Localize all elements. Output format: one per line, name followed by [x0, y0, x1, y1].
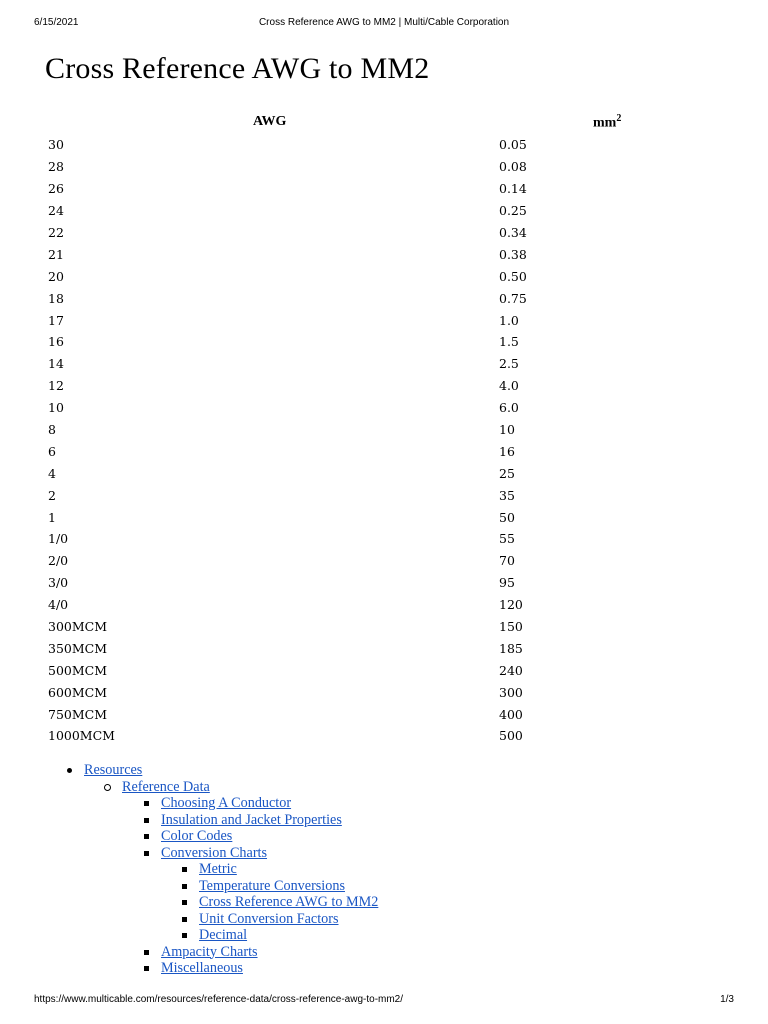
table-row — [48, 484, 608, 506]
nav-item-metric — [180, 861, 378, 878]
table-row — [48, 725, 608, 747]
mm2-cell: 4.0 — [499, 378, 519, 394]
nav-link-choosing-conductor[interactable]: Choosing A Conductor — [161, 795, 292, 811]
table-row — [48, 287, 608, 309]
print-page-title: Cross Reference AWG to MM2 | Multi/Cable Corporation — [258, 17, 510, 28]
table-row — [48, 156, 608, 178]
square-bullet-icon — [182, 900, 187, 905]
square-bullet-icon — [144, 966, 149, 971]
mm2-cell: 0.25 — [499, 203, 527, 219]
square-bullet-icon — [144, 801, 149, 806]
mm2-cell: 10 — [499, 422, 515, 438]
awg-cell: 3/0 — [48, 575, 69, 591]
print-url: https://www.multicable.com/resources/reference-data/cross-reference-awg-to-mm2/ — [34, 994, 404, 1005]
awg-cell: 21 — [48, 246, 64, 262]
mm2-cell: 25 — [499, 465, 515, 481]
print-header — [34, 17, 734, 28]
awg-cell: 4/0 — [48, 597, 69, 613]
table-body — [48, 134, 608, 747]
print-date: 6/15/2021 — [34, 17, 79, 28]
nav-list-level1 — [65, 762, 378, 977]
mm2-cell: 95 — [499, 575, 515, 591]
mm2-cell: 55 — [499, 531, 515, 547]
mm2-cell: 0.75 — [499, 290, 527, 306]
table-row — [48, 572, 608, 594]
nav-link-conversion-charts[interactable]: Conversion Charts — [161, 844, 268, 861]
square-bullet-icon — [144, 818, 149, 823]
awg-cell: 300MCM — [48, 619, 108, 635]
awg-cell: 26 — [48, 181, 64, 197]
nav-item-temperature — [180, 878, 378, 895]
awg-cell: 18 — [48, 290, 64, 306]
nav-item-reference-data — [103, 779, 378, 977]
print-page-number: 1/3 — [720, 994, 734, 1005]
table-row — [48, 703, 608, 725]
mm2-cell: 0.05 — [499, 137, 527, 153]
table-row — [48, 637, 608, 659]
awg-cell: 24 — [48, 203, 64, 219]
awg-cell: 6 — [48, 443, 56, 459]
square-bullet-icon — [182, 917, 187, 922]
nav-link-miscellaneous[interactable]: Miscellaneous — [161, 960, 243, 976]
mm2-cell: 70 — [499, 553, 515, 569]
square-bullet-icon — [144, 834, 149, 839]
awg-cell: 30 — [48, 137, 64, 153]
table-row — [48, 353, 608, 375]
awg-cell: 2/0 — [48, 553, 69, 569]
column-header-awg: AWG — [253, 114, 287, 129]
awg-mm2-table — [48, 134, 608, 747]
table-row — [48, 397, 608, 419]
awg-cell: 17 — [48, 312, 64, 328]
column-header-mm-text: mm — [593, 115, 617, 131]
nav-item-unit-conversion — [180, 911, 378, 928]
mm2-cell: 2.5 — [499, 356, 519, 372]
table-row — [48, 375, 608, 397]
table-row — [48, 528, 608, 550]
mm2-cell: 500 — [499, 728, 523, 744]
awg-cell: 350MCM — [48, 640, 108, 656]
nav-link-color-codes[interactable]: Color Codes — [161, 828, 233, 844]
mm2-cell: 0.08 — [499, 159, 527, 175]
page-title: Cross Reference AWG to MM2 — [45, 52, 430, 85]
nav-item-color-codes — [142, 828, 378, 845]
nav-list-level2 — [103, 779, 378, 977]
awg-cell: 1 — [48, 509, 56, 525]
nav-link-insulation[interactable]: Insulation and Jacket Properties — [161, 811, 342, 828]
nav-item-cross-reference — [180, 894, 378, 911]
mm2-cell: 16 — [499, 443, 515, 459]
mm2-cell: 35 — [499, 487, 515, 503]
resources-nav — [65, 762, 378, 977]
mm2-cell: 150 — [499, 619, 523, 635]
mm2-cell: 0.38 — [499, 246, 527, 262]
awg-cell: 1/0 — [48, 531, 69, 547]
awg-cell: 20 — [48, 268, 64, 284]
mm2-cell: 400 — [499, 706, 523, 722]
table-row — [48, 178, 608, 200]
awg-cell: 2 — [48, 487, 56, 503]
awg-cell: 28 — [48, 159, 64, 175]
table-row — [48, 440, 608, 462]
table-row — [48, 419, 608, 441]
awg-cell: 600MCM — [48, 684, 108, 700]
table-row — [48, 134, 608, 156]
table-row — [48, 659, 608, 681]
table-row — [48, 550, 608, 572]
table-row — [48, 309, 608, 331]
nav-link-resources[interactable]: Resources — [84, 762, 143, 778]
nav-item-resources — [65, 762, 378, 977]
awg-cell: 22 — [48, 225, 64, 240]
awg-cell: 1000MCM — [48, 728, 115, 744]
mm2-cell: 0.34 — [499, 225, 527, 240]
nav-link-reference-data[interactable]: Reference Data — [122, 778, 210, 795]
square-bullet-icon — [182, 884, 187, 889]
nav-link-ampacity[interactable]: Ampacity Charts — [161, 943, 258, 960]
nav-link-temperature[interactable]: Temperature Conversions — [199, 877, 345, 894]
awg-cell: 12 — [48, 378, 64, 394]
mm2-cell: 6.0 — [499, 400, 519, 416]
square-bullet-icon — [182, 933, 187, 938]
table-row — [48, 594, 608, 616]
mm2-cell: 0.14 — [499, 181, 527, 197]
awg-cell: 10 — [48, 400, 64, 416]
awg-cell: 16 — [48, 334, 64, 350]
print-footer — [34, 994, 734, 1005]
table-row — [48, 200, 608, 222]
square-bullet-icon — [182, 867, 187, 872]
mm2-cell: 300 — [499, 684, 523, 700]
nav-item-ampacity — [142, 944, 378, 961]
table-row — [48, 462, 608, 484]
mm2-cell: 240 — [499, 662, 523, 678]
mm2-cell: 50 — [499, 509, 515, 525]
awg-cell: 4 — [48, 465, 56, 481]
nav-list-level3 — [142, 795, 378, 977]
disc-bullet-icon — [67, 768, 72, 773]
awg-cell: 8 — [48, 422, 56, 438]
circle-bullet-icon — [104, 784, 111, 791]
table-row — [48, 331, 608, 353]
nav-link-decimal[interactable]: Decimal — [199, 927, 248, 943]
nav-item-miscellaneous — [142, 960, 378, 977]
table-row — [48, 616, 608, 638]
nav-list-level4 — [180, 861, 378, 944]
nav-item-conversion-charts — [142, 845, 378, 944]
nav-link-metric[interactable]: Metric — [199, 861, 237, 877]
square-bullet-icon — [144, 950, 149, 955]
nav-item-insulation — [142, 812, 378, 829]
mm2-cell: 0.50 — [499, 268, 527, 284]
mm2-cell: 120 — [499, 597, 523, 613]
table-row — [48, 265, 608, 287]
table-row — [48, 506, 608, 528]
mm2-cell: 1.0 — [499, 312, 519, 328]
table-row — [48, 681, 608, 703]
awg-cell: 750MCM — [48, 706, 108, 722]
table-row — [48, 222, 608, 244]
mm2-cell: 1.5 — [499, 334, 519, 350]
nav-link-cross-reference[interactable]: Cross Reference AWG to MM2 — [199, 894, 379, 910]
square-bullet-icon — [144, 851, 149, 856]
nav-item-choosing-conductor — [142, 795, 378, 812]
column-header-mm-superscript: 2 — [616, 113, 622, 124]
table-row — [48, 243, 608, 265]
awg-cell: 500MCM — [48, 662, 108, 678]
nav-item-decimal — [180, 927, 378, 944]
column-header-mm2 — [593, 113, 621, 132]
nav-link-unit-conversion[interactable]: Unit Conversion Factors — [199, 910, 339, 927]
awg-cell: 14 — [48, 356, 64, 372]
mm2-cell: 185 — [499, 640, 523, 656]
